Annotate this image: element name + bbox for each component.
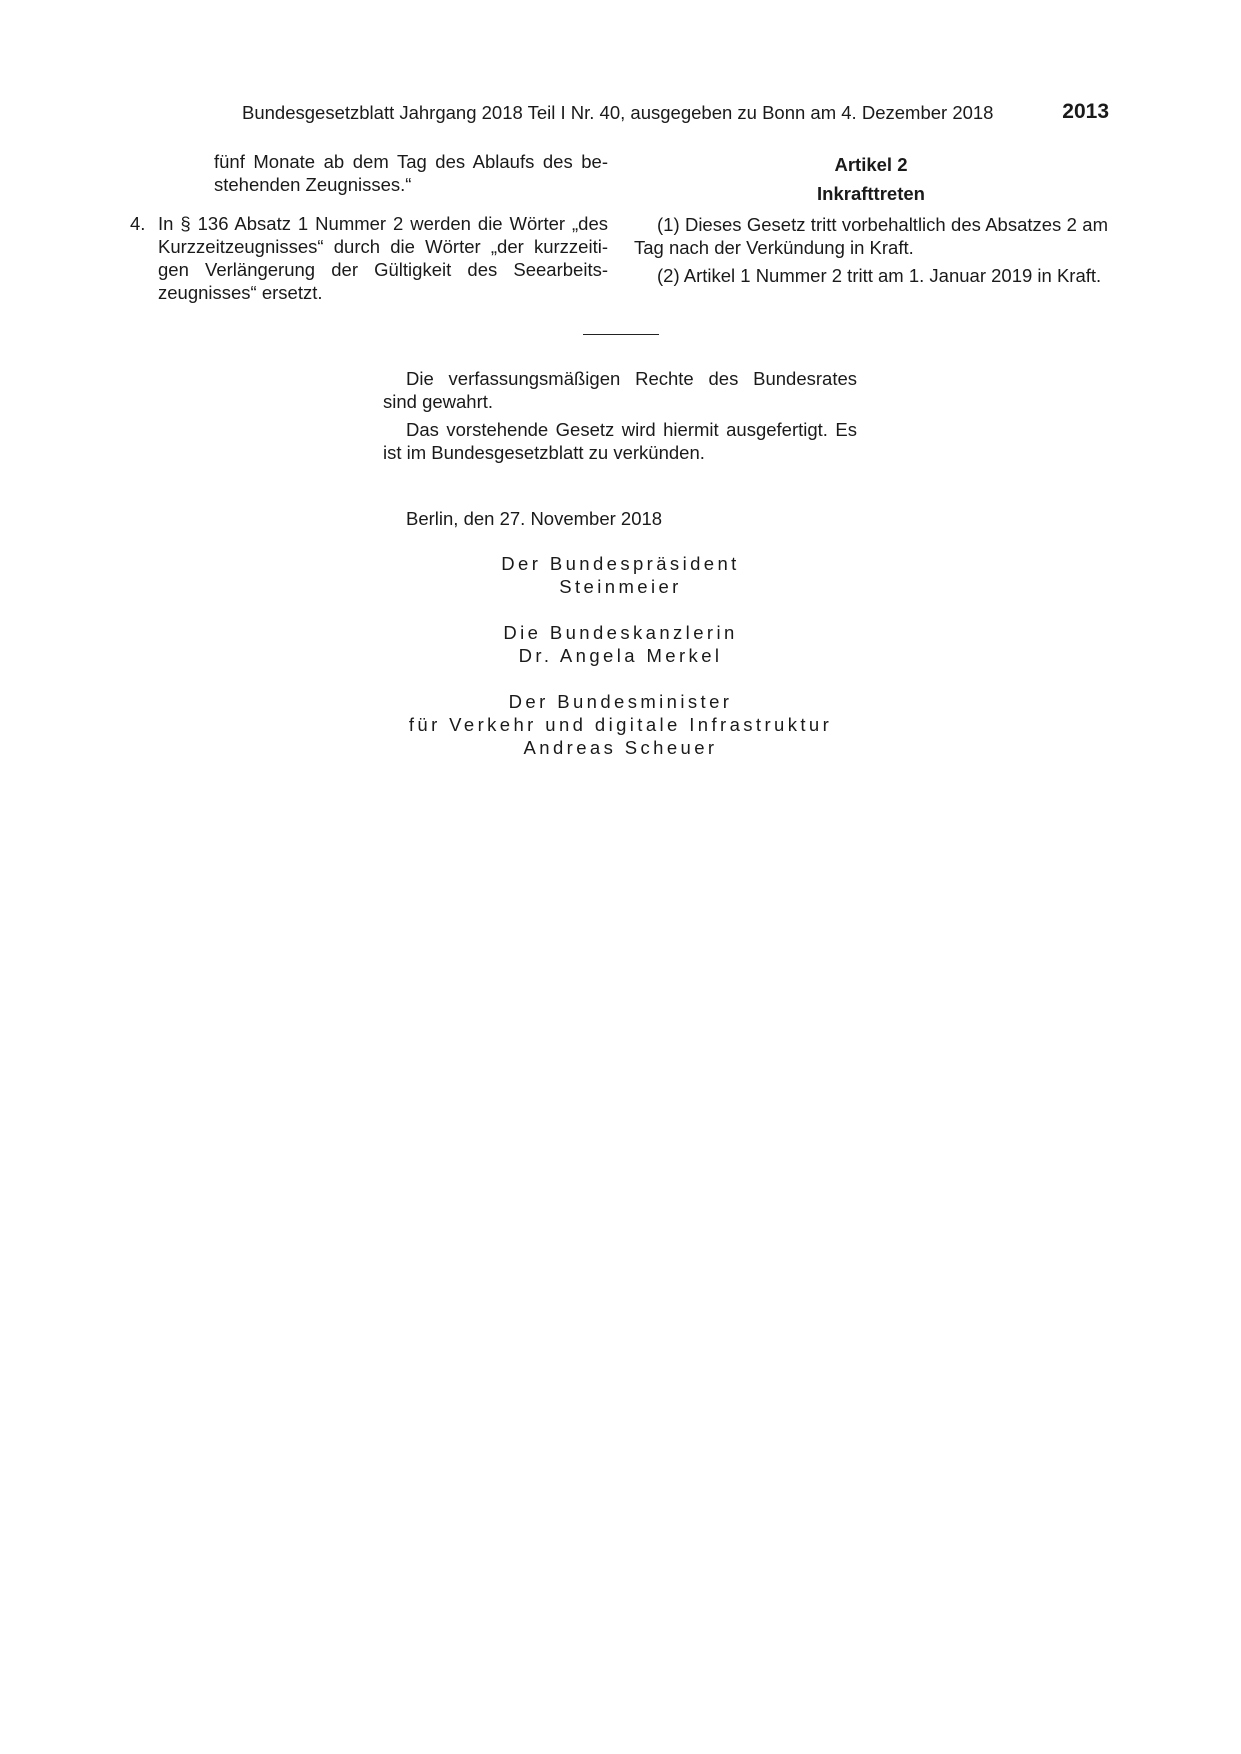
header-title: Bundesgesetzblatt Jahrgang 2018 Teil I Nr. 40, ausgegeben zu Bonn am 4. Dezember 2018 xyxy=(242,102,994,123)
continuation-text: fünf Monate ab dem Tag des Ablaufs des be-stehenden Zeugnisses.“ xyxy=(214,151,608,195)
item-number: 4. xyxy=(130,213,146,234)
rights-statement: Die verfassungsmäßigen Rechte des Bundesrates sind gewahrt. xyxy=(383,368,857,412)
signature-block-minister xyxy=(0,690,1241,759)
list-item-4 xyxy=(130,212,608,304)
left-column xyxy=(130,150,608,304)
signature-name: Steinmeier xyxy=(559,576,682,597)
right-column xyxy=(634,150,1108,287)
article-paragraph-1: (1) Dieses Gesetz tritt vorbehaltlich des Absatzes 2 am Tag nach der Verkündung in Kraft. xyxy=(634,214,1108,258)
article-paragraph-2: (2) Artikel 1 Nummer 2 tritt am 1. Januar 2019 in Kraft. xyxy=(657,265,1102,286)
article-title: Inkrafttreten xyxy=(817,183,925,204)
promulgation-statement: Das vorstehende Gesetz wird hiermit ausgefertigt. Es ist im Bundesgesetzblatt zu verkünden. xyxy=(383,419,857,463)
signature-role-detail: für Verkehr und digitale Infrastruktur xyxy=(408,714,833,735)
page-header xyxy=(0,100,1241,126)
closing-text xyxy=(383,367,857,464)
signature-block-chancellor xyxy=(0,621,1241,667)
item-text: In § 136 Absatz 1 Nummer 2 werden die Wörter „des Kurzzeitzeugnisses“ durch die Wörter „der kurzzeiti-gen Verlängerung der Gültigkeit des Seearbeits-zeugnisses“ ersetzt. xyxy=(158,213,608,303)
signature-name: Andreas Scheuer xyxy=(523,737,718,758)
article-label: Artikel 2 xyxy=(834,154,908,175)
signature-role: Der Bundespräsident xyxy=(501,553,740,574)
date-line: Berlin, den 27. November 2018 xyxy=(406,508,663,529)
signature-name: Dr. Angela Merkel xyxy=(518,645,723,666)
signature-block-president xyxy=(0,552,1241,598)
signature-role: Die Bundeskanzlerin xyxy=(503,622,738,643)
section-divider xyxy=(583,334,659,335)
signature-role: Der Bundesminister xyxy=(508,691,733,712)
page-number: 2013 xyxy=(1062,100,1109,123)
